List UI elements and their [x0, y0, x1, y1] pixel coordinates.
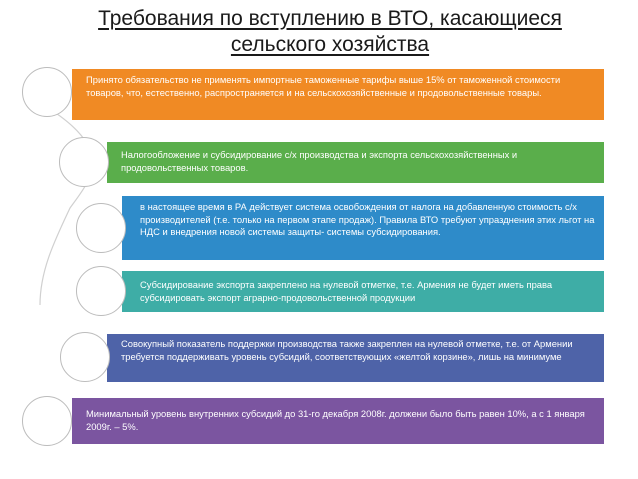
item-bar-6 — [72, 398, 604, 444]
item-text-6: Минимальный уровень внутренних субсидий до 31-го декабря 2008г. должени было быть равен 10%, а с 1 января 2009г. – 5%. — [86, 408, 585, 432]
item-marker-4 — [76, 266, 126, 316]
item-text-2: Налогообложение и субсидирование с/х производства и экспорта сельскохозяйственных и продовольственных товаров. — [121, 149, 518, 173]
item-marker-5 — [60, 332, 110, 382]
item-bar-3 — [122, 196, 604, 260]
item-text-4: Субсидирование экспорта закреплено на нулевой отметке, т.е. Армения не будет иметь права субсидировать экспорт аграрно-продовольственной продукции — [140, 279, 553, 303]
item-marker-6 — [22, 396, 72, 446]
item-text-3: в настоящее время в РА действует система освобождения от налога на добавленную стоимость с/х производителей (т.е. только на первом этапе продаж). Правила ВТО требуют упразднения этих льгот на НДС и внедрения новой системы защиты- системы субсидирования. — [140, 201, 595, 238]
item-text-5: Совокупный показатель поддержки производства также закреплен на нулевой отметке, т.е. от Армении требуется поддерживать уровень субсидий, соответствующих «желтой корзине», лишь на минимуме — [121, 338, 573, 362]
item-bar-4 — [122, 271, 604, 312]
item-bar-1 — [72, 69, 604, 120]
item-marker-3 — [76, 203, 126, 253]
item-marker-2 — [59, 137, 109, 187]
item-text-1: Принято обязательство не применять импортные таможенные тарифы выше 15% от таможенной стоимости товаров, что, естественно, распространяется и на сельскохозяйственные и продовольственные товары. — [86, 74, 561, 98]
item-bar-2 — [107, 142, 604, 183]
slide-title: Требования по вступлению в ВТО, касающиеся сельского хозяйства — [98, 7, 562, 56]
item-marker-1 — [22, 67, 72, 117]
item-bar-5 — [107, 334, 604, 382]
